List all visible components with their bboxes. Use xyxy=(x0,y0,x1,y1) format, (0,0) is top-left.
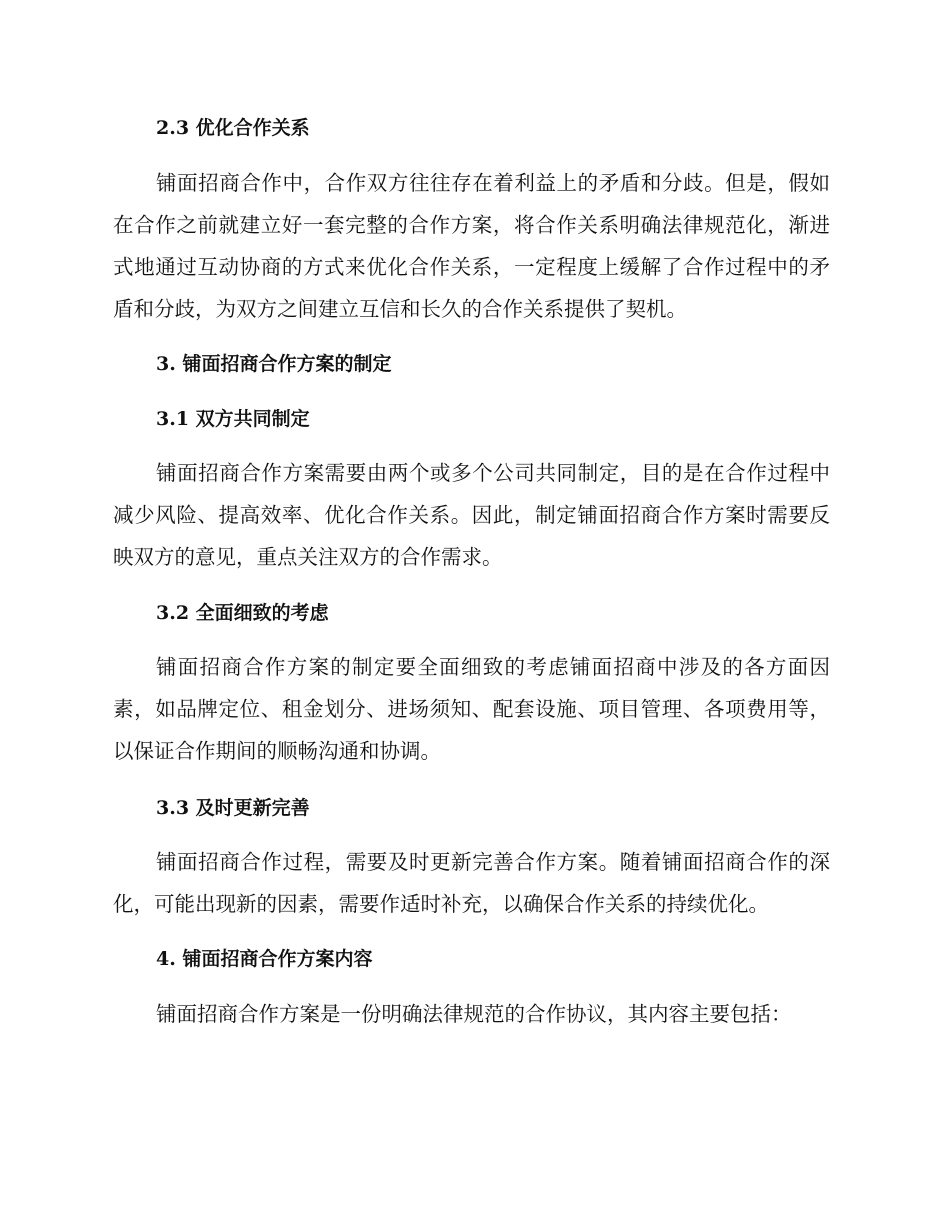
section-heading-3-1: 3.1 双方共同制定 xyxy=(156,408,310,430)
section-heading-3-3: 3.3 及时更新完善 xyxy=(156,797,310,819)
section-heading-4: 4. 铺面招商合作方案内容 xyxy=(156,948,373,970)
section-paragraph-3-2: 铺面招商合作方案的制定要全面细致的考虑铺面招商中涉及的各方面因素，如品牌定位、租金划分、进场须知、配套设施、项目管理、各项费用等，以保证合作期间的顺畅沟通和协调。 xyxy=(113,655,830,763)
section-heading-3: 3. 铺面招商合作方案的制定 xyxy=(156,353,392,375)
section-paragraph-4: 铺面招商合作方案是一份明确法律规范的合作协议，其内容主要包括： xyxy=(156,1002,792,1026)
section-paragraph-2-3: 铺面招商合作中，合作双方往往存在着利益上的矛盾和分歧。但是，假如在合作之前就建立好一套完整的合作方案，将合作关系明确法律规范化，渐进式地通过互动协商的方式来优化合作关系，一定程度上缓解了合作过程中的矛盾和分歧，为双方之间建立互信和长久的合作关系提供了契机。 xyxy=(113,171,830,321)
section-paragraph-3-3: 铺面招商合作过程，需要及时更新完善合作方案。随着铺面招商合作的深化，可能出现新的因素，需要作适时补充，以确保合作关系的持续优化。 xyxy=(113,850,830,916)
section-paragraph-3-1: 铺面招商合作方案需要由两个或多个公司共同制定，目的是在合作过程中减少风险、提高效率、优化合作关系。因此，制定铺面招商合作方案时需要反映双方的意见，重点关注双方的合作需求。 xyxy=(113,461,830,569)
section-heading-2-3: 2.3 优化合作关系 xyxy=(156,117,310,139)
section-heading-3-2: 3.2 全面细致的考虑 xyxy=(156,602,329,624)
